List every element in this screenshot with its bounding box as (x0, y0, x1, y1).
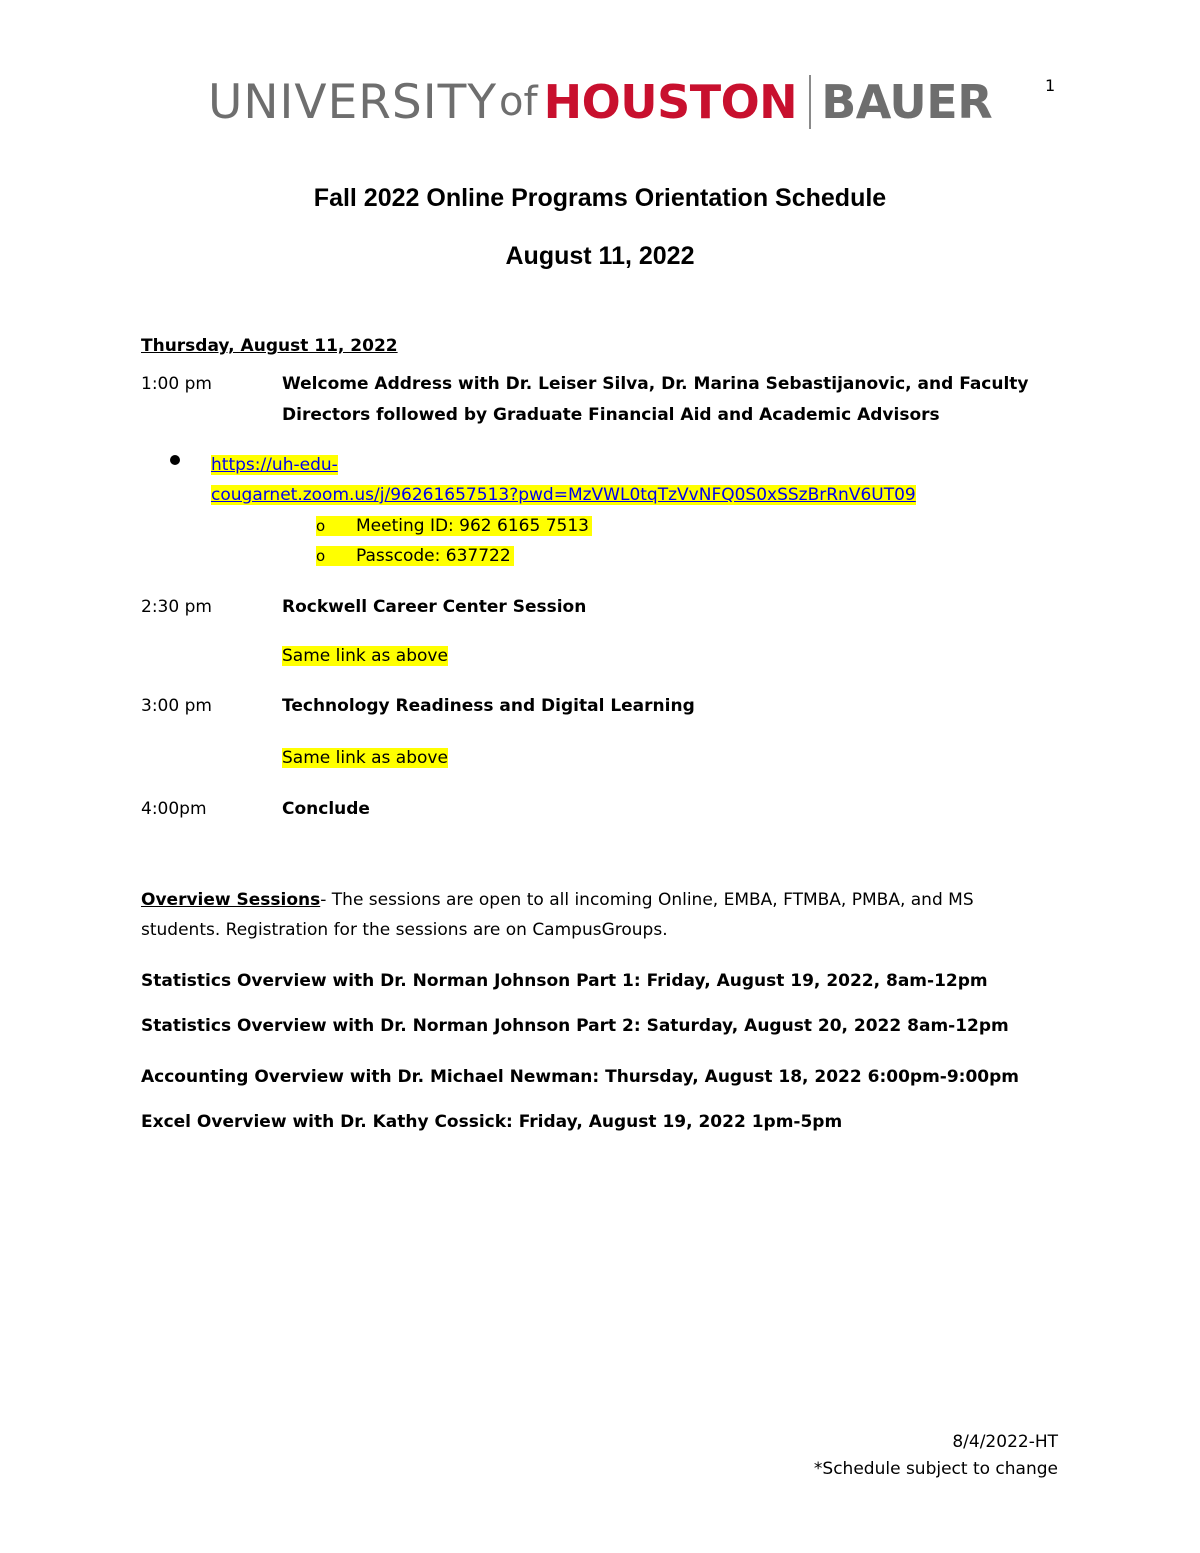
university-logo (208, 72, 992, 132)
logo-university-text: UNIVERSITY (208, 74, 498, 130)
logo-divider (809, 75, 811, 129)
zoom-link-line2[interactable] (211, 485, 916, 505)
zoom-link-line1[interactable] (211, 455, 338, 475)
sub-bullet-icon: o (316, 517, 326, 535)
schedule-note-3: Same link as above (282, 748, 448, 768)
schedule-time-4: 4:00pm (141, 799, 207, 819)
passcode-item (316, 546, 514, 566)
schedule-time-2: 2:30 pm (141, 597, 212, 617)
logo-of-text: of (499, 79, 538, 125)
overview-intro-text: - The sessions are open to all incoming Online, EMBA, FTMBA, PMBA, and MS (320, 890, 974, 910)
bullet-icon (170, 455, 180, 465)
overview-session-1: Statistics Overview with Dr. Norman Johnson Part 1: Friday, August 19, 2022, 8am-12pm (141, 971, 988, 991)
page-subtitle-date: August 11, 2022 (505, 242, 695, 270)
zoom-link-part1[interactable]: https://uh-edu- (211, 455, 338, 475)
page-number: 1 (1045, 76, 1056, 95)
passcode-text: Passcode: 637722 (356, 546, 511, 566)
schedule-desc-3: Technology Readiness and Digital Learning (282, 696, 695, 716)
meeting-id-text: Meeting ID: 962 6165 7513 (356, 516, 589, 536)
footer-date: 8/4/2022-HT (952, 1432, 1058, 1452)
overview-session-2: Statistics Overview with Dr. Norman Johnson Part 2: Saturday, August 20, 2022 8am-12pm (141, 1016, 1009, 1036)
footer-note: *Schedule subject to change (813, 1459, 1058, 1479)
schedule-desc-1-line1: Welcome Address with Dr. Leiser Silva, Dr. Marina Sebastijanovic, and Faculty (282, 374, 1029, 394)
logo-houston-text: HOUSTON (543, 75, 798, 129)
overview-intro-line1 (141, 890, 974, 910)
overview-session-3: Accounting Overview with Dr. Michael Newman: Thursday, August 18, 2022 6:00pm-9:00pm (141, 1067, 1020, 1087)
page-title: Fall 2022 Online Programs Orientation Schedule (313, 184, 887, 212)
overview-heading: Overview Sessions (141, 890, 321, 910)
overview-session-4: Excel Overview with Dr. Kathy Cossick: Friday, August 19, 2022 1pm-5pm (141, 1112, 843, 1132)
overview-intro-line2: students. Registration for the sessions are on CampusGroups. (141, 920, 668, 940)
schedule-note-2: Same link as above (282, 646, 448, 666)
sub-bullet-icon: o (316, 547, 326, 565)
schedule-desc-2: Rockwell Career Center Session (282, 597, 587, 617)
schedule-desc-1-line2: Directors followed by Graduate Financial Aid and Academic Advisors (282, 405, 940, 425)
day-heading: Thursday, August 11, 2022 (141, 336, 398, 356)
meeting-id-item (316, 516, 592, 536)
schedule-desc-4: Conclude (282, 799, 370, 819)
schedule-time-1: 1:00 pm (141, 374, 212, 394)
logo-bauer-text: BAUER (821, 75, 993, 129)
schedule-time-3: 3:00 pm (141, 696, 212, 716)
zoom-link-part2[interactable]: cougarnet.zoom.us/j/96261657513?pwd=MzVWL0tqTzVvNFQ0S0xSSzBrRnV6UT09 (211, 485, 916, 505)
